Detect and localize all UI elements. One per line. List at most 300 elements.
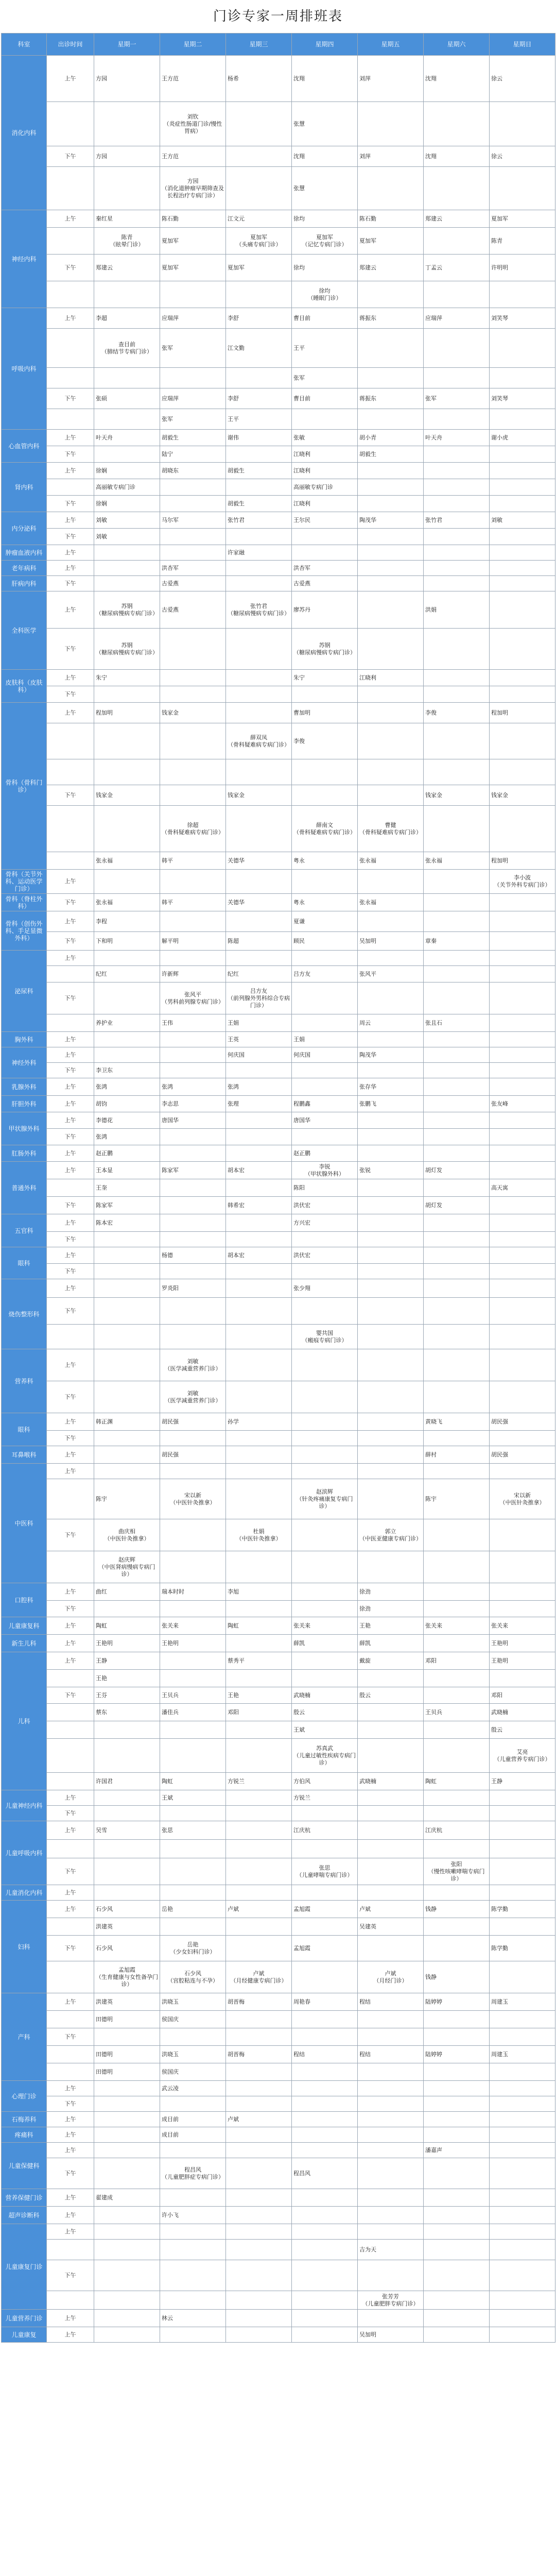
table-row bbox=[2, 281, 555, 308]
doctor-cell: 郭立 （中医亚健康专病门诊） bbox=[358, 1519, 424, 1551]
doctor-cell bbox=[292, 1961, 358, 1993]
period-cell bbox=[47, 1961, 94, 1993]
period-cell: 上午 bbox=[47, 2224, 94, 2240]
doctor-cell bbox=[94, 368, 160, 388]
doctor-cell bbox=[94, 1349, 160, 1381]
doctor-cell bbox=[226, 2158, 292, 2189]
doctor-cell: 曲庆相 （中医针灸推拿） bbox=[94, 1519, 160, 1551]
table-row bbox=[2, 2028, 555, 2046]
doctor-cell bbox=[490, 894, 555, 911]
period-cell: 下午 bbox=[47, 1381, 94, 1413]
table-row bbox=[2, 1704, 555, 1721]
table-row bbox=[2, 576, 555, 591]
table-row bbox=[2, 1806, 555, 1821]
doctor-cell bbox=[358, 1670, 424, 1687]
period-cell: 上午 bbox=[47, 1617, 94, 1635]
doctor-cell: 薛南文 （骨科疑难病专病门诊） bbox=[292, 806, 358, 852]
doctor-cell bbox=[424, 1298, 490, 1325]
doctor-cell bbox=[424, 1145, 490, 1162]
doctor-cell bbox=[490, 409, 555, 430]
table-row bbox=[2, 1247, 555, 1264]
period-cell: 下午 bbox=[47, 1298, 94, 1325]
table-row bbox=[2, 703, 555, 723]
doctor-cell: 王芬 bbox=[94, 1687, 160, 1704]
table-row bbox=[2, 1431, 555, 1446]
department-name: 眼科 bbox=[2, 1413, 47, 1446]
doctor-cell: 程加明 bbox=[490, 703, 555, 723]
table-row bbox=[2, 1145, 555, 1162]
doctor-cell bbox=[490, 1214, 555, 1232]
department-name: 五官科 bbox=[2, 1214, 47, 1247]
doctor-cell bbox=[94, 1431, 160, 1446]
doctor-cell: 杜娟 （中医针灸推拿） bbox=[226, 1519, 292, 1551]
doctor-cell bbox=[94, 686, 160, 703]
doctor-cell bbox=[94, 1247, 160, 1264]
doctor-cell bbox=[226, 2063, 292, 2081]
doctor-cell: 章秦 bbox=[424, 932, 490, 951]
department-name: 儿科 bbox=[2, 1652, 47, 1790]
table-row bbox=[2, 2327, 555, 2343]
doctor-cell: 江庆杭 bbox=[424, 1821, 490, 1840]
doctor-cell bbox=[160, 529, 226, 545]
doctor-cell: 林云 bbox=[160, 2310, 226, 2327]
period-cell: 下午 bbox=[47, 2158, 94, 2189]
doctor-cell: 张少翔 bbox=[292, 1279, 358, 1298]
table-row bbox=[2, 2063, 555, 2081]
header-row bbox=[2, 33, 555, 56]
doctor-cell: 刘敏 （医学减重营养门诊） bbox=[160, 1381, 226, 1413]
table-row bbox=[2, 723, 555, 759]
table-row bbox=[2, 1617, 555, 1635]
table-row bbox=[2, 1112, 555, 1129]
doctor-cell: 张理 bbox=[226, 1096, 292, 1112]
table-row bbox=[2, 1885, 555, 1901]
doctor-cell bbox=[358, 1214, 424, 1232]
table-row bbox=[2, 512, 555, 529]
doctor-cell bbox=[490, 329, 555, 368]
doctor-cell: 岳艳 （少女妇科门诊） bbox=[160, 1936, 226, 1961]
doctor-cell: 张慧 bbox=[292, 102, 358, 146]
header-mon: 星期一 bbox=[94, 33, 160, 56]
period-cell: 上午 bbox=[47, 1652, 94, 1670]
doctor-cell bbox=[292, 1464, 358, 1479]
doctor-cell bbox=[160, 368, 226, 388]
doctor-cell bbox=[424, 2260, 490, 2291]
doctor-cell bbox=[358, 479, 424, 496]
doctor-cell bbox=[490, 1014, 555, 1032]
period-cell: 上午 bbox=[47, 670, 94, 686]
doctor-cell bbox=[160, 870, 226, 894]
doctor-cell bbox=[160, 2327, 226, 2343]
doctor-cell: 王尔民 bbox=[292, 512, 358, 529]
doctor-cell: 苏钢 （糖尿病慢病专病门诊） bbox=[94, 591, 160, 629]
doctor-cell: 张永福 bbox=[424, 852, 490, 870]
table-row bbox=[2, 409, 555, 430]
doctor-cell bbox=[358, 2081, 424, 2096]
doctor-cell bbox=[490, 1197, 555, 1214]
doctor-cell bbox=[424, 2011, 490, 2028]
table-row bbox=[2, 686, 555, 703]
doctor-cell bbox=[490, 463, 555, 479]
doctor-cell bbox=[226, 146, 292, 167]
doctor-cell: 韩正渊 bbox=[94, 1413, 160, 1431]
table-row bbox=[2, 1197, 555, 1214]
doctor-cell: 陈家军 bbox=[160, 1162, 226, 1179]
table-row bbox=[2, 1739, 555, 1773]
doctor-cell bbox=[226, 1464, 292, 1479]
doctor-cell bbox=[424, 670, 490, 686]
doctor-cell: 曹健 （骨科疑难病专病门诊） bbox=[358, 806, 424, 852]
period-cell: 上午 bbox=[47, 430, 94, 446]
doctor-cell bbox=[490, 576, 555, 591]
doctor-cell: 应瑞萍 bbox=[160, 388, 226, 409]
doctor-cell bbox=[292, 409, 358, 430]
department-name: 心理门诊 bbox=[2, 2081, 47, 2112]
doctor-cell bbox=[94, 1032, 160, 1047]
doctor-cell bbox=[424, 1179, 490, 1197]
doctor-cell bbox=[358, 1197, 424, 1214]
doctor-cell: 李德花 bbox=[94, 1112, 160, 1129]
doctor-cell: 程结 bbox=[358, 2046, 424, 2063]
doctor-cell bbox=[292, 1840, 358, 1858]
doctor-cell: 沈翔 bbox=[292, 146, 358, 167]
period-cell: 下午 bbox=[47, 2096, 94, 2112]
doctor-cell: 潘嘉声 bbox=[424, 2143, 490, 2158]
doctor-cell bbox=[94, 2207, 160, 2224]
doctor-cell bbox=[226, 870, 292, 894]
doctor-cell: 徐超 （骨科疑难病专病门诊） bbox=[160, 806, 226, 852]
doctor-cell bbox=[226, 1858, 292, 1885]
doctor-cell: 李卫东 bbox=[94, 1063, 160, 1078]
doctor-cell bbox=[424, 1721, 490, 1739]
department-name: 骨科（脊柱外科） bbox=[2, 894, 47, 911]
doctor-cell bbox=[226, 1431, 292, 1446]
doctor-cell bbox=[94, 2310, 160, 2327]
table-row bbox=[2, 1349, 555, 1381]
doctor-cell bbox=[292, 2189, 358, 2207]
table-row bbox=[2, 561, 555, 576]
department-name: 普通外科 bbox=[2, 1162, 47, 1214]
doctor-cell bbox=[94, 167, 160, 210]
doctor-cell: 高天寓 bbox=[490, 1179, 555, 1197]
doctor-cell bbox=[292, 982, 358, 1014]
doctor-cell: 王方范 bbox=[160, 56, 226, 102]
period-cell: 下午 bbox=[47, 496, 94, 512]
doctor-cell bbox=[424, 479, 490, 496]
doctor-cell: 王平 bbox=[226, 409, 292, 430]
doctor-cell bbox=[490, 1821, 555, 1840]
table-row bbox=[2, 2127, 555, 2143]
period-cell: 下午 bbox=[47, 1129, 94, 1145]
doctor-cell bbox=[490, 368, 555, 388]
table-row bbox=[2, 2096, 555, 2112]
doctor-cell: 张思 bbox=[160, 1821, 226, 1840]
doctor-cell bbox=[160, 1325, 226, 1349]
doctor-cell bbox=[358, 1464, 424, 1479]
doctor-cell bbox=[358, 368, 424, 388]
department-name: 儿童神经内科 bbox=[2, 1790, 47, 1821]
table-row bbox=[2, 759, 555, 785]
period-cell: 下午 bbox=[47, 686, 94, 703]
doctor-cell bbox=[490, 591, 555, 629]
doctor-cell bbox=[226, 561, 292, 576]
period-cell: 下午 bbox=[47, 576, 94, 591]
doctor-cell bbox=[358, 2189, 424, 2207]
doctor-cell bbox=[94, 982, 160, 1014]
period-cell bbox=[47, 167, 94, 210]
doctor-cell: 徐劲 bbox=[358, 1583, 424, 1601]
doctor-cell bbox=[424, 496, 490, 512]
doctor-cell bbox=[424, 561, 490, 576]
doctor-cell: 洪建英 bbox=[94, 1993, 160, 2011]
doctor-cell: 陈超 bbox=[226, 932, 292, 951]
doctor-cell bbox=[160, 1145, 226, 1162]
doctor-cell bbox=[424, 1601, 490, 1617]
doctor-cell: 戴旋 bbox=[358, 1652, 424, 1670]
doctor-cell: 李旭 bbox=[226, 1583, 292, 1601]
doctor-cell: 纪红 bbox=[94, 966, 160, 982]
doctor-cell bbox=[424, 576, 490, 591]
doctor-cell: 何庆国 bbox=[292, 1047, 358, 1063]
doctor-cell bbox=[292, 1446, 358, 1464]
period-cell bbox=[47, 852, 94, 870]
doctor-cell: 刘敏 bbox=[490, 512, 555, 529]
doctor-cell: 曹目前 bbox=[292, 388, 358, 409]
doctor-cell: 宋以新 （中医针灸推拿） bbox=[490, 1479, 555, 1519]
period-cell: 上午 bbox=[47, 591, 94, 629]
period-cell bbox=[47, 1670, 94, 1687]
table-row bbox=[2, 329, 555, 368]
doctor-cell: 王贝兵 bbox=[424, 1704, 490, 1721]
doctor-cell bbox=[160, 1197, 226, 1214]
doctor-cell: 张鹏飞 bbox=[358, 1096, 424, 1112]
table-row bbox=[2, 2081, 555, 2096]
doctor-cell bbox=[490, 1464, 555, 1479]
doctor-cell bbox=[490, 1601, 555, 1617]
doctor-cell bbox=[160, 2224, 226, 2240]
doctor-cell bbox=[358, 167, 424, 210]
doctor-cell: 许明明 bbox=[490, 255, 555, 281]
doctor-cell bbox=[424, 2063, 490, 2081]
department-name: 肾内科 bbox=[2, 463, 47, 512]
doctor-cell bbox=[490, 1670, 555, 1687]
doctor-cell: 朱宁 bbox=[94, 670, 160, 686]
doctor-cell: 王艳明 bbox=[94, 1635, 160, 1652]
doctor-cell: 薛村 bbox=[424, 1446, 490, 1464]
doctor-cell bbox=[358, 1446, 424, 1464]
doctor-cell bbox=[226, 670, 292, 686]
doctor-cell bbox=[160, 1858, 226, 1885]
doctor-cell bbox=[160, 1298, 226, 1325]
doctor-cell bbox=[94, 2260, 160, 2291]
doctor-cell bbox=[94, 759, 160, 785]
doctor-cell: 陈家军 bbox=[94, 1197, 160, 1214]
doctor-cell: 粤永 bbox=[292, 894, 358, 911]
table-row bbox=[2, 1232, 555, 1247]
doctor-cell: 张竹君 bbox=[226, 512, 292, 529]
doctor-cell bbox=[424, 1214, 490, 1232]
doctor-cell bbox=[160, 1840, 226, 1858]
doctor-cell bbox=[292, 870, 358, 894]
table-row bbox=[2, 228, 555, 255]
period-cell: 下午 bbox=[47, 1858, 94, 1885]
doctor-cell bbox=[226, 1670, 292, 1687]
doctor-cell: 侯国庆 bbox=[160, 2063, 226, 2081]
period-cell bbox=[47, 1551, 94, 1583]
doctor-cell bbox=[292, 2143, 358, 2158]
doctor-cell: 张永福 bbox=[94, 852, 160, 870]
doctor-cell: 唐国华 bbox=[160, 1112, 226, 1129]
period-cell: 上午 bbox=[47, 1162, 94, 1179]
doctor-cell bbox=[226, 2240, 292, 2260]
table-row bbox=[2, 1129, 555, 1145]
doctor-cell bbox=[424, 723, 490, 759]
period-cell: 上午 bbox=[47, 2081, 94, 2096]
doctor-cell bbox=[424, 1635, 490, 1652]
doctor-cell bbox=[490, 1961, 555, 1993]
doctor-cell bbox=[226, 2143, 292, 2158]
doctor-cell bbox=[292, 1063, 358, 1078]
doctor-cell: 薛凯 bbox=[358, 1635, 424, 1652]
doctor-cell bbox=[490, 2189, 555, 2207]
doctor-cell bbox=[490, 2096, 555, 2112]
doctor-cell bbox=[160, 1464, 226, 1479]
doctor-cell bbox=[94, 1381, 160, 1413]
period-cell bbox=[47, 281, 94, 308]
doctor-cell bbox=[292, 1918, 358, 1936]
doctor-cell bbox=[358, 1821, 424, 1840]
department-name: 超声诊断科 bbox=[2, 2207, 47, 2224]
doctor-cell bbox=[490, 2028, 555, 2046]
table-row bbox=[2, 368, 555, 388]
doctor-cell bbox=[424, 2189, 490, 2207]
doctor-cell: 应瑞萍 bbox=[160, 308, 226, 329]
table-row bbox=[2, 430, 555, 446]
doctor-cell bbox=[490, 670, 555, 686]
table-row bbox=[2, 1583, 555, 1601]
table-row bbox=[2, 629, 555, 670]
department-name: 骨科（骨科门诊） bbox=[2, 703, 47, 870]
period-cell: 上午 bbox=[47, 1885, 94, 1901]
period-cell: 上午 bbox=[47, 1446, 94, 1464]
department-name: 乳腺外科 bbox=[2, 1078, 47, 1096]
period-cell: 上午 bbox=[47, 1047, 94, 1063]
doctor-cell bbox=[292, 1885, 358, 1901]
table-row bbox=[2, 2189, 555, 2207]
period-cell: 下午 bbox=[47, 388, 94, 409]
doctor-cell bbox=[358, 281, 424, 308]
doctor-cell bbox=[490, 966, 555, 982]
doctor-cell: 程昌风 bbox=[292, 2158, 358, 2189]
doctor-cell bbox=[292, 686, 358, 703]
doctor-cell bbox=[160, 1129, 226, 1145]
doctor-cell: 夏加军 bbox=[358, 228, 424, 255]
doctor-cell bbox=[358, 1325, 424, 1349]
doctor-cell bbox=[226, 1325, 292, 1349]
doctor-cell bbox=[292, 951, 358, 966]
doctor-cell: 洪伏宏 bbox=[292, 1197, 358, 1214]
doctor-cell bbox=[424, 1325, 490, 1349]
doctor-cell bbox=[226, 1806, 292, 1821]
table-row bbox=[2, 210, 555, 228]
doctor-cell bbox=[358, 1179, 424, 1197]
doctor-cell: 江晓利 bbox=[292, 496, 358, 512]
period-cell: 下午 bbox=[47, 982, 94, 1014]
doctor-cell bbox=[292, 2028, 358, 2046]
doctor-cell bbox=[424, 1918, 490, 1936]
doctor-cell: 李锐 （甲状腺外科） bbox=[292, 1162, 358, 1179]
doctor-cell bbox=[292, 1349, 358, 1381]
doctor-cell bbox=[424, 2158, 490, 2189]
doctor-cell: 徐云 bbox=[490, 56, 555, 102]
period-cell: 下午 bbox=[47, 1063, 94, 1078]
doctor-cell: 陆宁 bbox=[160, 446, 226, 463]
doctor-cell bbox=[490, 1431, 555, 1446]
period-cell: 下午 bbox=[47, 146, 94, 167]
period-cell: 上午 bbox=[47, 1078, 94, 1096]
doctor-cell: 张敏 bbox=[292, 430, 358, 446]
table-row bbox=[2, 308, 555, 329]
doctor-cell: 胡小青 bbox=[358, 430, 424, 446]
doctor-cell bbox=[424, 1232, 490, 1247]
doctor-cell bbox=[490, 1519, 555, 1551]
doctor-cell bbox=[424, 2081, 490, 2096]
doctor-cell: 王艳 bbox=[226, 1687, 292, 1704]
doctor-cell: 艾亮 （儿童营养专病门诊） bbox=[490, 1739, 555, 1773]
doctor-cell bbox=[160, 1670, 226, 1687]
doctor-cell: 关德华 bbox=[226, 894, 292, 911]
header-sun: 星期日 bbox=[490, 33, 555, 56]
doctor-cell bbox=[490, 1325, 555, 1349]
doctor-cell: 翟建成 bbox=[94, 2189, 160, 2207]
doctor-cell bbox=[94, 2081, 160, 2096]
doctor-cell bbox=[424, 2291, 490, 2310]
doctor-cell: 沈翔 bbox=[292, 56, 358, 102]
period-cell bbox=[47, 2011, 94, 2028]
doctor-cell bbox=[424, 2207, 490, 2224]
doctor-cell: 李俊 bbox=[424, 703, 490, 723]
table-row bbox=[2, 1464, 555, 1479]
doctor-cell: 石少风 （宫腔粘连与不孕） bbox=[160, 1961, 226, 1993]
doctor-cell bbox=[424, 529, 490, 545]
doctor-cell: 朱宁 bbox=[292, 670, 358, 686]
doctor-cell: 曹目前 bbox=[292, 308, 358, 329]
doctor-cell: 江晓利 bbox=[292, 463, 358, 479]
doctor-cell bbox=[292, 759, 358, 785]
doctor-cell bbox=[226, 686, 292, 703]
doctor-cell bbox=[160, 629, 226, 670]
doctor-cell bbox=[424, 1936, 490, 1961]
header-fri: 星期五 bbox=[358, 33, 424, 56]
doctor-cell bbox=[226, 1551, 292, 1583]
period-cell: 上午 bbox=[47, 703, 94, 723]
doctor-cell: 方园 bbox=[94, 56, 160, 102]
doctor-cell: 程结 bbox=[358, 1993, 424, 2011]
doctor-cell: 王艳明 bbox=[490, 1635, 555, 1652]
doctor-cell bbox=[490, 1298, 555, 1325]
doctor-cell bbox=[94, 1298, 160, 1325]
table-row bbox=[2, 591, 555, 629]
doctor-cell bbox=[226, 2189, 292, 2207]
doctor-cell bbox=[226, 1179, 292, 1197]
table-row bbox=[2, 1032, 555, 1047]
doctor-cell bbox=[226, 1936, 292, 1961]
doctor-cell bbox=[490, 2081, 555, 2096]
period-cell: 上午 bbox=[47, 1279, 94, 1298]
doctor-cell: 郑建云 bbox=[358, 255, 424, 281]
period-cell: 上午 bbox=[47, 1464, 94, 1479]
table-row bbox=[2, 2310, 555, 2327]
